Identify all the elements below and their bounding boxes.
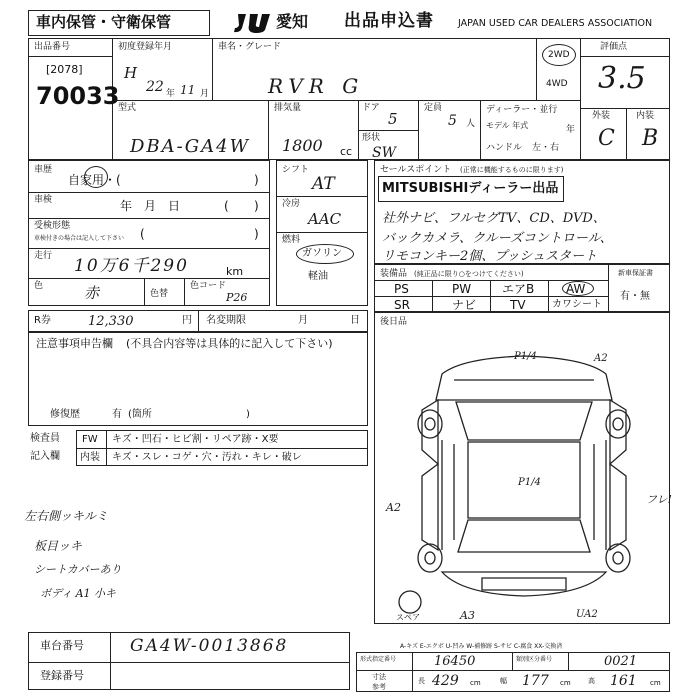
width-unit: cm	[560, 679, 571, 687]
equip-tv: TV	[510, 298, 526, 312]
first-reg-era: H	[124, 64, 138, 82]
damage-mark-1: P1/4	[514, 351, 537, 362]
equipment-label: 装備品	[380, 269, 408, 279]
fuel-label: 燃料	[282, 235, 301, 245]
color-value: 赤	[84, 284, 100, 302]
fuel-option-diesel: 軽油	[308, 271, 328, 282]
color-label: 色	[34, 281, 44, 291]
equip-navi: ナビ	[452, 298, 477, 312]
type-label: 型式	[118, 103, 137, 113]
size-label: 寸法	[372, 673, 386, 681]
inspection-close: )	[254, 199, 259, 213]
inspector-row2-items: キズ・スレ・コゲ・穴・汚れ・キレ・破レ	[112, 452, 302, 463]
history-close: )	[254, 173, 259, 187]
history-circle	[84, 166, 108, 188]
rear-date-label: 後日品	[380, 317, 408, 327]
equipment-sub: (純正品に限り○をつけてください)	[414, 270, 524, 278]
inspection-label: 車検	[34, 195, 53, 205]
seats-unit: 人	[466, 119, 476, 129]
damage-mark-3: P1/4	[518, 477, 541, 488]
brand-banner: MITSUBISHIディーラー出品	[382, 181, 559, 196]
storage-label: 車内保管・守衛保管	[36, 13, 172, 31]
door-value: 5	[388, 110, 398, 128]
height-value: 161	[610, 673, 637, 689]
notes-sub: (不具合内容等は具体的に記入して下さい)	[126, 337, 333, 350]
drive-4wd: 4WD	[546, 79, 568, 89]
shape-value: SW	[372, 145, 396, 161]
equip-ps: PS	[394, 282, 409, 296]
equip-airbag: エアB	[502, 282, 535, 296]
inspector-label-2: 記入欄	[30, 451, 60, 462]
lot-number: 70033	[36, 82, 120, 110]
lot-label: 出品番号	[34, 42, 71, 52]
association-name: JAPAN USED CAR DEALERS ASSOCIATION	[458, 18, 653, 29]
mileage-unit: km	[226, 265, 244, 278]
equip-leather-seat: カワシート	[552, 299, 602, 310]
length-label: 長	[418, 677, 425, 685]
seats-value: 5	[448, 113, 457, 129]
type-num-label: 形式指定番号	[360, 656, 397, 663]
damage-mark-5: UA2	[576, 609, 598, 620]
interior-label: 内装	[636, 111, 655, 121]
selling-note-1: 社外ナビ、フルセグTV、CD、DVD、	[382, 211, 606, 226]
ac-label: 冷房	[282, 199, 301, 209]
width-value: 177	[522, 673, 549, 689]
selling-points-sub: (正常に機能するものに限ります)	[460, 166, 564, 174]
inspection-open: (	[224, 199, 229, 213]
notes-label: 注意事項申告欄	[36, 337, 113, 350]
drive-2wd: 2WD	[548, 50, 570, 60]
seats-label: 定員	[424, 103, 443, 113]
repair-value: 有	[112, 409, 122, 420]
inspector-row1-items: キズ・凹石・ヒビ割・リペア跡・X要	[112, 434, 279, 445]
shift-label: シフト	[282, 165, 310, 175]
length-unit: cm	[470, 679, 481, 687]
class-num-value: 0021	[604, 654, 638, 669]
height-unit: cm	[650, 679, 661, 687]
inspector-row2-head: 内装	[80, 452, 100, 463]
org-name: 愛知	[276, 12, 309, 31]
damage-mark-2: A2	[594, 353, 608, 364]
damage-legend: A-キズ E-エクボ U-凹み W-補修跡 S-サビ C-腐食 XX-交換済	[400, 643, 563, 650]
handle-options: 左・右	[532, 143, 560, 153]
width-label: 幅	[500, 677, 507, 685]
recycle-label: R券	[34, 315, 51, 326]
color-swap-label: 色替	[150, 289, 169, 299]
ac-value: AAC	[308, 210, 342, 228]
damage-mark-a2-side: A2	[386, 501, 401, 514]
height-label: 高	[588, 677, 595, 685]
exterior-grade: C	[598, 126, 615, 151]
type-value: DBA-GA4W	[130, 136, 251, 157]
acceptance-close: )	[254, 227, 259, 241]
history-label: 車歴	[34, 165, 53, 175]
displacement-label: 排気量	[274, 103, 302, 113]
mileage-label: 走行	[34, 251, 53, 261]
rating-label: 評価点	[600, 42, 628, 52]
equip-pw: PW	[452, 282, 472, 296]
rating-score: 3.5	[598, 61, 646, 96]
model-year-unit: 年	[566, 125, 576, 135]
shift-value: AT	[312, 174, 335, 194]
inspector-label-1: 検査員	[30, 433, 60, 444]
spare-label: スペア	[396, 613, 420, 622]
color-code-value: P26	[226, 291, 248, 304]
displacement-unit: cc	[340, 145, 353, 158]
name-change-day: 日	[350, 315, 360, 326]
handle-label: ハンドル	[486, 143, 523, 153]
exterior-label: 外装	[592, 111, 611, 121]
remark-2: 板目ッキ	[34, 539, 83, 553]
model-year-label: モデル 年式	[486, 121, 529, 130]
recycle-unit: 円	[182, 315, 192, 326]
inspection-value: 年 月 日	[120, 199, 181, 213]
selling-note-2: バックカメラ、クルーズコントロール、	[382, 231, 613, 246]
chassis-value: GA4W-0013868	[130, 636, 289, 656]
shape-label: 形状	[362, 133, 381, 143]
recycle-value: 12,330	[88, 314, 134, 329]
repair-label: 修復歴	[50, 409, 80, 420]
class-num-label: 類別区分番号	[516, 656, 553, 663]
damage-mark-6: フレ!	[646, 493, 672, 506]
interior-grade: B	[642, 126, 659, 151]
new-car-warranty-label: 新車保証書	[618, 269, 653, 277]
ref-label: 参考	[372, 683, 386, 691]
acceptance-open: (	[140, 227, 145, 241]
repair-place: (箇所	[128, 409, 152, 420]
mileage-value: 10万6千290	[74, 256, 189, 276]
chassis-label: 車台番号	[40, 639, 84, 652]
detail-block	[28, 160, 270, 306]
name-grade-label: 車名・グレード	[218, 42, 282, 52]
lot-sub-number: [2078]	[46, 63, 83, 76]
displacement-value: 1800	[282, 136, 323, 155]
door-label: ドア	[362, 103, 380, 113]
damage-mark-4: A3	[460, 609, 475, 622]
name-grade-value: RVR G	[268, 74, 365, 98]
first-reg-month: 11	[180, 83, 196, 97]
inspector-row1-head: FW	[82, 434, 98, 445]
ju-logo	[232, 12, 274, 34]
selling-note-3: リモコンキー2個、プッシュスタート	[382, 249, 598, 264]
remark-4: ボディ A1 小キ	[40, 587, 117, 600]
first-reg-label: 初度登録年月	[118, 42, 173, 52]
equip-sr: SR	[394, 298, 410, 312]
selling-points-label: セールスポイント	[380, 165, 452, 175]
registration-number-label: 登録番号	[40, 669, 84, 682]
first-reg-year: 22	[146, 79, 164, 95]
dealer-label: ディーラー・並行	[486, 105, 558, 115]
color-code-label: 色コード	[190, 281, 227, 291]
acceptance-label: 受検形態	[34, 221, 71, 231]
form-title: 出品申込書	[344, 11, 434, 31]
remark-1: 左右側ッキルミ	[24, 509, 108, 523]
fuel-option-gasoline: ガソリン	[302, 248, 342, 259]
type-num-value: 16450	[434, 654, 476, 669]
year-unit: 年	[166, 89, 176, 99]
month-unit: 月	[200, 89, 210, 99]
repair-close: )	[246, 409, 250, 420]
equip-aw: AW	[566, 282, 586, 296]
name-change-month: 月	[298, 315, 308, 326]
history-value: 自家用・(	[68, 173, 121, 187]
remark-3: シートカバーあり	[34, 563, 122, 576]
new-car-warranty-options: 有・無	[620, 291, 650, 302]
name-change-label: 名変期限	[206, 315, 246, 326]
acceptance-sub: 車検付きの場合は記入して下さい	[34, 235, 125, 242]
length-value: 429	[432, 673, 459, 689]
